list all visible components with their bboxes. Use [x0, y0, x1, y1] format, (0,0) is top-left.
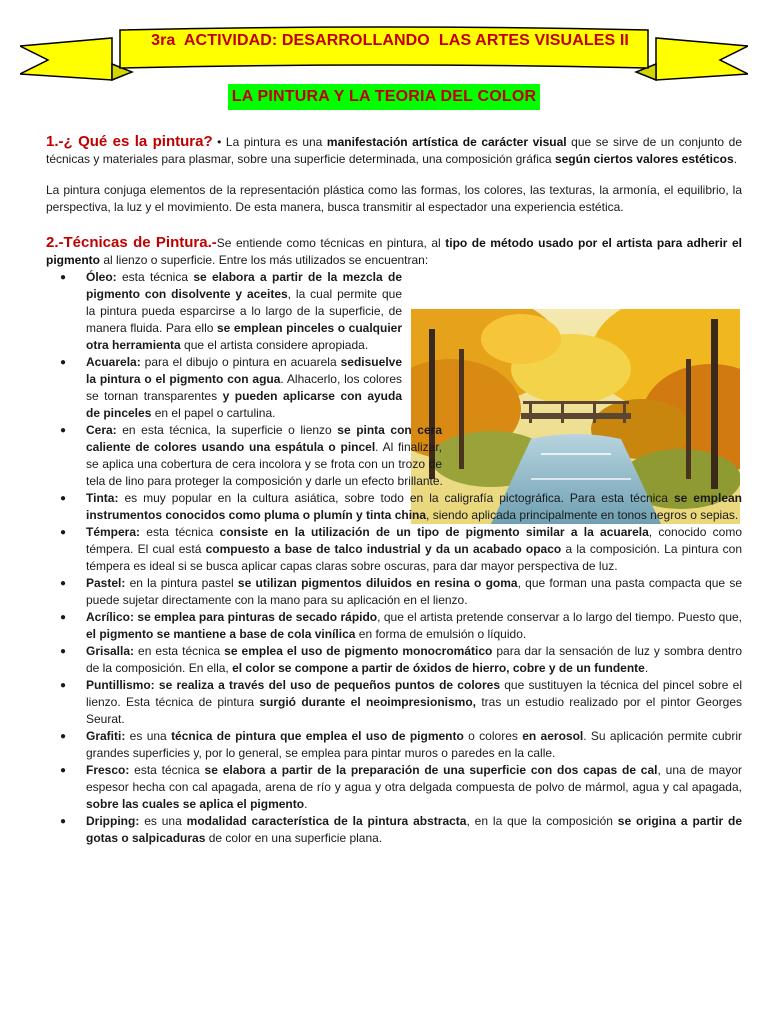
text: esta técnica — [116, 270, 194, 284]
bold-text: se origina a partir de gotas o salpicaduras — [86, 814, 742, 845]
bold-text: se emplea para pinturas de secado rápido — [137, 610, 378, 624]
text: para el dibujo o pintura en acuarela — [140, 355, 341, 369]
text: , siendo aplicada principalmente en tonos negros o sepias. — [426, 508, 739, 522]
bold-text: el color se compone a partir de óxidos de hierro, cobre y de un fundente — [232, 661, 645, 675]
section2-heading: 2.-Técnicas de Pintura.- — [46, 234, 217, 251]
technique-term: Acrílico: — [86, 610, 135, 624]
text: , que el artista pretende conservar a lo largo del tiempo. Puesto que, — [377, 610, 743, 624]
text: en esta técnica — [134, 644, 225, 658]
technique-item — [46, 609, 742, 643]
text: . — [733, 152, 738, 166]
text: a la composición. La pintura con témpera es ideal si se busca aplicar capas claras sobre oscuras, para dar mayor perspectiva de luz. — [86, 542, 742, 573]
bold-text: técnica de pintura que emplea el uso de pigmento — [171, 729, 464, 743]
bullet-icon: ● — [60, 493, 67, 504]
technique-item — [46, 524, 742, 575]
technique-term: Dripping: — [86, 814, 140, 828]
text: . — [304, 797, 308, 811]
text: . Al finalizar, se aplica una cobertura de cera incolora y se frota con un trozo de tela de lino para proteger la composición y darle un efecto brillante. — [86, 440, 443, 488]
bold-text: manifestación artística de carácter visual — [326, 135, 567, 149]
technique-item — [46, 575, 742, 609]
technique-item — [46, 269, 402, 354]
bullet-icon: ● — [60, 527, 67, 538]
text: al lienzo o superficie. Entre los más utilizados se encuentran: — [100, 253, 429, 267]
technique-item — [46, 677, 742, 728]
technique-item — [46, 354, 402, 422]
text: es una — [139, 814, 187, 828]
bold-text: consiste en la utilización de un tipo de pigmento similar a la acuarela — [219, 525, 649, 539]
text: esta técnica — [140, 525, 220, 539]
bold-text: se pinta con cera caliente de colores usando una espátula o pincel — [86, 423, 442, 454]
section1-heading: 1.-¿ Qué es la pintura? — [46, 133, 213, 150]
bullet-icon: ● — [60, 612, 67, 623]
text: . Su aplicación permite cubrir grandes superficies y, por lo general, se emplea para pintar muros o paredes en la calle. — [86, 729, 742, 760]
technique-term: Fresco: — [86, 763, 130, 777]
text: en el papel o cartulina. — [151, 406, 276, 420]
bold-text: surgió durante el neoimpresionismo, — [259, 695, 476, 709]
page-subtitle: LA PINTURA Y LA TEORIA DEL COLOR — [228, 84, 541, 110]
bullet-icon: ● — [60, 646, 67, 657]
bold-text: el pigmento se mantiene a base de cola vinílica — [86, 627, 356, 641]
technique-term: Acuarela: — [86, 355, 141, 369]
text: • La pintura es una — [212, 135, 327, 149]
bullet-icon: ● — [60, 816, 67, 827]
technique-item — [46, 728, 742, 762]
text: , la cual permite que la pintura pueda esparcirse a lo largo de la superficie, de manera fluida. Para ello — [86, 287, 403, 335]
section1-paragraph1 — [46, 133, 742, 168]
text: es una — [125, 729, 172, 743]
bold-text: compuesto a base de talco industrial y da un acabado opaco — [205, 542, 562, 556]
technique-term: Tinta: — [86, 491, 119, 505]
text: . — [644, 661, 649, 675]
text: esta técnica — [129, 763, 205, 777]
text: , conocido como témpera. El cual está — [86, 525, 742, 556]
text: o colores — [463, 729, 523, 743]
technique-term: Grafiti: — [86, 729, 126, 743]
technique-item — [46, 643, 742, 677]
text: . Alhacerlo, los colores se tornan transparentes — [86, 372, 402, 403]
image-wrap-spacer — [442, 422, 768, 473]
bold-text: se realiza a través del uso de pequeños puntos de colores — [158, 678, 500, 692]
bullet-icon: ● — [60, 272, 67, 283]
bold-text: se emplea el uso de pigmento monocromático — [224, 644, 493, 658]
banner-title: 3ra ACTIVIDAD: DESARROLLANDO LAS ARTES VISUALES II — [151, 32, 629, 49]
text: de color en una superficie plana. — [205, 831, 383, 845]
bold-text: se elabora a partir de la mezcla de pigmento con disolvente y aceites — [86, 270, 402, 301]
technique-item — [46, 422, 768, 490]
document-body — [46, 133, 742, 847]
bold-text: sobre las cuales se aplica el pigmento — [86, 797, 305, 811]
technique-item — [46, 762, 742, 813]
text: en forma de emulsión o líquido. — [355, 627, 527, 641]
text: , una de mayor espesor hecha con cal apagada, arena de río y agua y otra delgada compuesta de polvo de mármol, agua y cal apagada, — [86, 763, 743, 794]
title-banner — [20, 24, 748, 84]
techniques-list — [46, 269, 742, 847]
bold-text: se emplean pinceles o cualquier otra herramienta — [86, 321, 402, 352]
bold-text: se emplean instrumentos conocidos como pluma o plumín y tinta china — [86, 491, 742, 522]
text: que el artista considere apropiada. — [180, 338, 369, 352]
technique-term: Cera: — [86, 423, 117, 437]
technique-item — [46, 813, 742, 847]
technique-item — [46, 490, 742, 524]
technique-term: Óleo: — [86, 270, 117, 284]
bold-text: modalidad característica de la pintura abstracta — [186, 814, 467, 828]
bold-text: según ciertos valores estéticos — [554, 152, 734, 166]
text: que sustituyen la técnica del pincel sobre el lienzo. Esta técnica de pintura — [86, 678, 742, 709]
text: es muy popular en la cultura asiática, sobre todo en la caligrafía pictográfica. Para esta técnica — [118, 491, 674, 505]
bullet-icon: ● — [60, 680, 67, 691]
section2-intro — [46, 234, 742, 269]
bullet-icon: ● — [60, 731, 67, 742]
bullet-icon: ● — [60, 357, 67, 368]
bullet-icon: ● — [60, 425, 67, 436]
text: Se entiende como técnicas en pintura, al — [216, 236, 446, 250]
text: tras un estudio realizado por el pintor Georges Seurat. — [86, 695, 742, 726]
text: en esta técnica, la superficie o lienzo — [116, 423, 338, 437]
bullet-icon: ● — [60, 578, 67, 589]
technique-term: Puntillismo: — [86, 678, 155, 692]
text: , en la que la composición — [466, 814, 618, 828]
text: para dar la sensación de luz y sombra dentro de la composición. En ella, — [86, 644, 743, 675]
text: , que forman una pasta compacta que se puede sujetar directamente con la mano para su aplicación en el lienzo. — [86, 576, 742, 607]
text: que se sirve de un conjunto de técnicas y materiales para plasmar, sobre una superficie determinada, una composición gráfica — [46, 135, 743, 166]
bold-text: en aerosol — [522, 729, 584, 743]
section1-paragraph2: La pintura conjuga elementos de la representación plástica como las formas, los colores, las texturas, la armonía, el equilibrio, la perspectiva, la luz y el movimiento. De esta manera, busca transmitir al espectador una experiencia estética. — [46, 183, 742, 214]
text: en la pintura pastel — [125, 576, 238, 590]
bold-text: y pueden aplicarse con ayuda de pinceles — [86, 389, 403, 420]
bullet-icon: ● — [60, 765, 67, 776]
bold-text: sedisuelve la pintura o el pigmento con agua — [86, 355, 402, 386]
technique-term: Pastel: — [86, 576, 126, 590]
bold-text: se elabora a partir de la preparación de una superficie con dos capas de cal — [204, 763, 658, 777]
bold-text: tipo de método usado por el artista para adherir el pigmento — [46, 236, 742, 267]
technique-term: Grisalla: — [86, 644, 135, 658]
technique-term: Témpera: — [86, 525, 141, 539]
bold-text: se utilizan pigmentos diluidos en resina o goma — [237, 576, 518, 590]
